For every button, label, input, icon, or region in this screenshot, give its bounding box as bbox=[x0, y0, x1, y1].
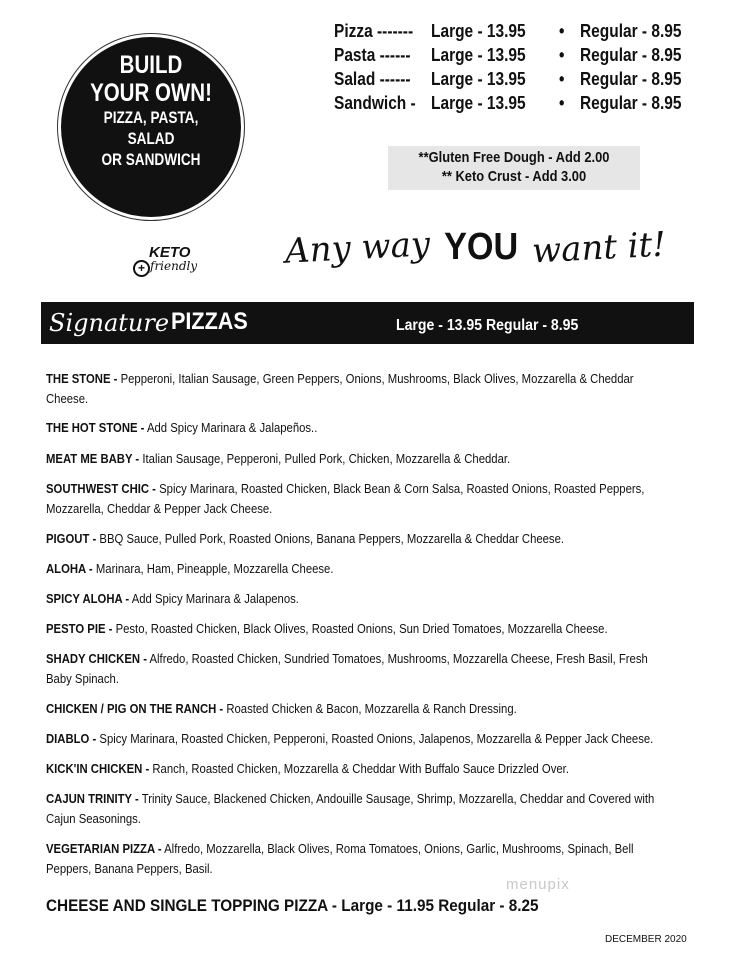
menu-item bbox=[46, 759, 696, 779]
price-bullet: • bbox=[559, 45, 565, 65]
item-desc-cont: Mozzarella, Cheddar & Pepper Jack Cheese. bbox=[46, 501, 273, 516]
item-name: THE HOT STONE - bbox=[46, 420, 145, 435]
item-desc: Pesto, Roasted Chicken, Black Olives, Roasted Onions, Sun Dried Tomatoes, Mozzarella Cheese. bbox=[115, 621, 608, 636]
gluten-free-note: **Gluten Free Dough - Add 2.00 bbox=[418, 149, 610, 166]
badge-line-pizza-pasta: PIZZA, PASTA, bbox=[103, 108, 199, 127]
build-your-own-badge bbox=[61, 37, 241, 217]
price-item: Salad ------ bbox=[334, 69, 411, 89]
menu-item bbox=[46, 699, 696, 719]
item-name: ALOHA - bbox=[46, 561, 93, 576]
item-name: SPICY ALOHA - bbox=[46, 591, 130, 606]
banner-prices: Large - 13.95 Regular - 8.95 bbox=[396, 317, 579, 334]
item-desc: Spicy Marinara, Roasted Chicken, Pepperoni, Roasted Onions, Jalapenos, Mozzarella & Pepper Jack Cheese. bbox=[99, 731, 654, 746]
menu-item bbox=[46, 529, 696, 549]
price-row-pasta bbox=[334, 45, 734, 69]
item-desc: BBQ Sauce, Pulled Pork, Roasted Onions, Banana Peppers, Mozzarella & Cheddar Cheese. bbox=[99, 531, 565, 546]
menu-item bbox=[46, 449, 696, 469]
menu-item bbox=[46, 369, 696, 409]
plus-icon: + bbox=[133, 260, 150, 277]
item-name: SOUTHWEST CHIC - bbox=[46, 481, 156, 496]
price-item: Pizza ------- bbox=[334, 21, 414, 41]
item-desc: Italian Sausage, Pepperoni, Pulled Pork, Chicken, Mozzarella & Cheddar. bbox=[142, 451, 511, 466]
item-name: MEAT ME BABY - bbox=[46, 451, 140, 466]
keto-friendly-logo bbox=[133, 244, 213, 278]
price-large: Large - 13.95 bbox=[431, 69, 526, 89]
badge-line-salad: SALAD bbox=[127, 129, 175, 148]
banner-pizzas: PIZZAS bbox=[171, 308, 248, 335]
price-regular: Regular - 8.95 bbox=[580, 45, 682, 65]
price-row-salad bbox=[334, 69, 734, 93]
item-desc: Marinara, Ham, Pineapple, Mozzarella Cheese. bbox=[95, 561, 334, 576]
price-bullet: • bbox=[559, 93, 565, 113]
price-item: Pasta ------ bbox=[334, 45, 411, 65]
keto-crust-note: ** Keto Crust - Add 3.00 bbox=[441, 168, 587, 185]
badge-line-build: BUILD bbox=[119, 51, 183, 79]
item-name: VEGETARIAN PIZZA - bbox=[46, 841, 162, 856]
item-desc: Add Spicy Marinara & Jalapeños.. bbox=[146, 420, 318, 435]
item-name: PESTO PIE - bbox=[46, 621, 113, 636]
item-desc-cont: Baby Spinach. bbox=[46, 671, 119, 686]
item-name: PIGOUT - bbox=[46, 531, 97, 546]
price-regular: Regular - 8.95 bbox=[580, 69, 682, 89]
tagline-want-it: want it! bbox=[531, 224, 668, 272]
item-name: CHICKEN / PIG ON THE RANCH - bbox=[46, 701, 224, 716]
item-name: CAJUN TRINITY - bbox=[46, 791, 139, 806]
price-row-pizza bbox=[334, 21, 734, 45]
tagline-any-way: Any way bbox=[284, 224, 432, 272]
tagline bbox=[285, 226, 666, 286]
badge-line-sandwich: OR SANDWICH bbox=[101, 150, 201, 169]
menu-item bbox=[46, 839, 696, 879]
watermark: menupix bbox=[506, 876, 570, 893]
menu-date: DECEMBER 2020 bbox=[605, 934, 687, 945]
price-row-sandwich bbox=[334, 93, 734, 117]
price-large: Large - 13.95 bbox=[431, 45, 526, 65]
item-desc: Add Spicy Marinara & Jalapenos. bbox=[131, 591, 299, 606]
price-regular: Regular - 8.95 bbox=[580, 21, 682, 41]
menu-item bbox=[46, 559, 696, 579]
menu-item bbox=[46, 418, 696, 438]
item-name: DIABLO - bbox=[46, 731, 97, 746]
menu-item bbox=[46, 789, 696, 829]
cheese-single-topping-line: CHEESE AND SINGLE TOPPING PIZZA - Large - 11.95 Regular - 8.25 bbox=[46, 896, 539, 915]
menu-item bbox=[46, 729, 696, 749]
item-name: SHADY CHICKEN - bbox=[46, 651, 147, 666]
item-desc: Pepperoni, Italian Sausage, Green Peppers, Onions, Mushrooms, Black Olives, Mozzarella & Cheddar bbox=[120, 371, 634, 386]
crust-notes bbox=[388, 146, 640, 190]
item-desc: Ranch, Roasted Chicken, Mozzarella & Cheddar With Buffalo Sauce Drizzled Over. bbox=[152, 761, 569, 776]
keto-word: KETO bbox=[149, 244, 191, 261]
price-regular: Regular - 8.95 bbox=[580, 93, 682, 113]
item-desc: Alfredo, Roasted Chicken, Sundried Tomatoes, Mushrooms, Mozzarella Cheese, Fresh Basil, Fresh bbox=[149, 651, 648, 666]
badge-line-your-own: YOUR OWN! bbox=[90, 79, 212, 107]
price-large: Large - 13.95 bbox=[431, 21, 526, 41]
item-name: THE STONE - bbox=[46, 371, 118, 386]
menu-item bbox=[46, 589, 696, 609]
item-desc: Alfredo, Mozzarella, Black Olives, Roma Tomatoes, Onions, Garlic, Mushrooms, Spinach, Bell bbox=[164, 841, 634, 856]
item-desc-cont: Cajun Seasonings. bbox=[46, 811, 141, 826]
signature-pizzas-banner bbox=[41, 302, 694, 344]
price-bullet: • bbox=[559, 69, 565, 89]
friendly-word: friendly bbox=[150, 259, 198, 273]
menu-item bbox=[46, 479, 696, 519]
price-item: Sandwich - bbox=[334, 93, 416, 113]
item-desc: Spicy Marinara, Roasted Chicken, Black Bean & Corn Salsa, Roasted Onions, Roasted Peppers, bbox=[159, 481, 645, 496]
menu-item bbox=[46, 619, 696, 639]
item-desc: Trinity Sauce, Blackened Chicken, Andouille Sausage, Shrimp, Mozzarella, Cheddar and Covered with bbox=[141, 791, 655, 806]
price-large: Large - 13.95 bbox=[431, 93, 526, 113]
menu-item bbox=[46, 649, 696, 689]
banner-signature: Signature bbox=[49, 309, 170, 337]
item-desc: Roasted Chicken & Bacon, Mozzarella & Ranch Dressing. bbox=[226, 701, 517, 716]
item-desc-cont: Cheese. bbox=[46, 391, 89, 406]
item-name: KICK'IN CHICKEN - bbox=[46, 761, 150, 776]
price-bullet: • bbox=[559, 21, 565, 41]
tagline-you: YOU bbox=[444, 226, 519, 268]
item-desc-cont: Peppers, Banana Peppers, Basil. bbox=[46, 861, 213, 876]
